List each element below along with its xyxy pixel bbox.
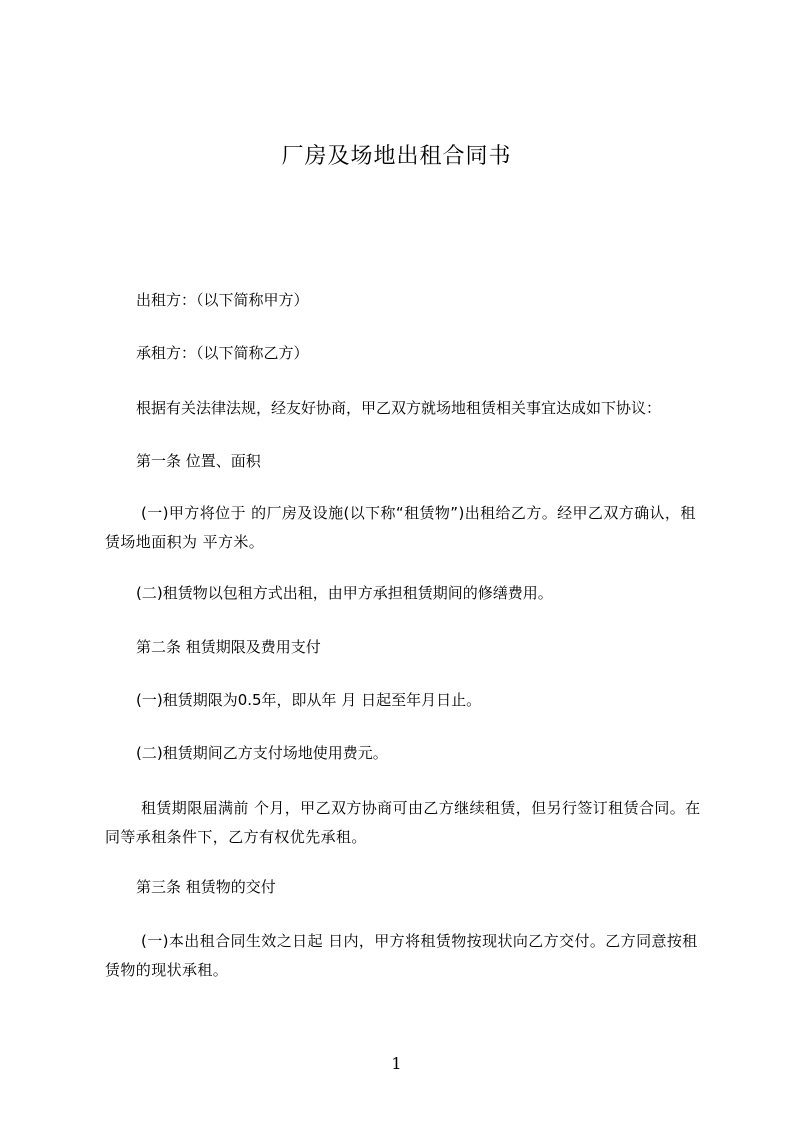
- page-number: 1: [391, 1054, 402, 1073]
- lessee-line: 承租方：（以下简称乙方）: [136, 344, 309, 362]
- article-1-heading: 第一条 位置、面积: [136, 452, 261, 470]
- article-2-renewal-paragraph: 租赁期限届满前 个月，甲乙双方协商可由乙方继续租赁，但另行签订租赁合同。在同等承租条件下，乙方有权优先承租。: [105, 799, 701, 846]
- lessor-line: 出租方：（以下简称甲方）: [136, 291, 309, 309]
- article-3-clause-1: (一)本出租合同生效之日起 日内，甲方将租赁物按现状向乙方交付。乙方同意按租赁物的现状承租。: [105, 932, 698, 979]
- article-2-heading: 第二条 租赁期限及费用支付: [136, 638, 321, 656]
- article-2-clause-1: (一)租赁期限为0.5年，即从年 月 日起至年月日止。: [136, 691, 482, 709]
- article-1-clause-1: (一)甲方将位于 的厂房及设施(以下称“租赁物”)出租给乙方。经甲乙双方确认，租赁场地面积为 平方米。: [105, 504, 696, 551]
- preamble-paragraph: 根据有关法律法规，经友好协商，甲乙双方就场地租赁相关事宜达成如下协议：: [136, 399, 662, 417]
- article-2-clause-2: (二)租赁期间乙方支付场地使用费元。: [136, 744, 388, 762]
- article-3-heading: 第三条 租赁物的交付: [136, 878, 276, 896]
- document-title: 厂房及场地出租合同书: [281, 144, 512, 169]
- article-1-clause-2: (二)租赁物以包租方式出租，由甲方承担租赁期间的修缮费用。: [136, 584, 553, 602]
